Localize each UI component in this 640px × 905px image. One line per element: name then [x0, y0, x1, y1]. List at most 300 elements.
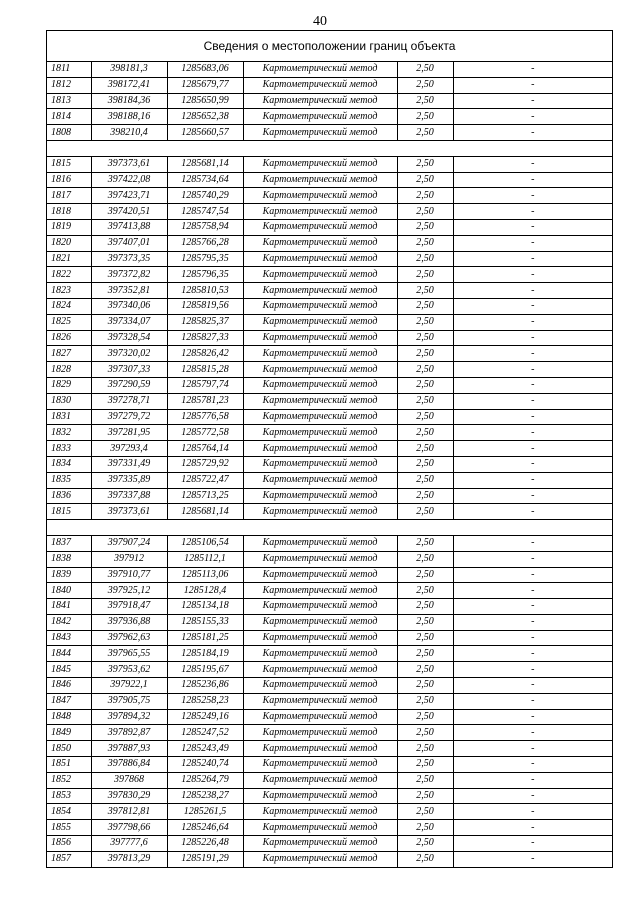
table-row [47, 725, 612, 741]
method-cell: Картометрический метод [243, 109, 397, 125]
description-cell: - [453, 109, 612, 125]
y-coordinate-cell: 1285246,64 [167, 820, 243, 836]
x-coordinate-cell: 397334,07 [91, 314, 167, 330]
method-cell: Картометрический метод [243, 425, 397, 441]
method-cell: Картометрический метод [243, 93, 397, 109]
table-row [47, 188, 612, 204]
y-coordinate-cell: 1285740,29 [167, 188, 243, 204]
description-cell: - [453, 614, 612, 630]
x-coordinate-cell: 397407,01 [91, 235, 167, 251]
table-row [47, 393, 612, 409]
method-cell: Картометрический метод [243, 314, 397, 330]
x-coordinate-cell: 397420,51 [91, 204, 167, 220]
point-number-cell: 1833 [47, 441, 91, 457]
precision-cell: 2,50 [397, 472, 453, 488]
table-row [47, 678, 612, 694]
point-number-cell: 1821 [47, 251, 91, 267]
y-coordinate-cell: 1285681,14 [167, 504, 243, 520]
point-number-cell: 1838 [47, 551, 91, 567]
y-coordinate-cell: 1285781,23 [167, 393, 243, 409]
point-number-cell: 1834 [47, 456, 91, 472]
method-cell: Картометрический метод [243, 709, 397, 725]
precision-cell: 2,50 [397, 614, 453, 630]
precision-cell: 2,50 [397, 630, 453, 646]
description-cell: - [453, 472, 612, 488]
precision-cell: 2,50 [397, 488, 453, 504]
table-row [47, 535, 612, 551]
table-row [47, 472, 612, 488]
x-coordinate-cell: 397372,82 [91, 267, 167, 283]
method-cell: Картометрический метод [243, 804, 397, 820]
description-cell: - [453, 741, 612, 757]
table-row [47, 93, 612, 109]
method-cell: Картометрический метод [243, 488, 397, 504]
precision-cell: 2,50 [397, 93, 453, 109]
table-row [47, 693, 612, 709]
point-number-cell: 1827 [47, 346, 91, 362]
y-coordinate-cell: 1285155,33 [167, 614, 243, 630]
method-cell: Картометрический метод [243, 788, 397, 804]
x-coordinate-cell: 397910,77 [91, 567, 167, 583]
description-cell: - [453, 62, 612, 77]
precision-cell: 2,50 [397, 156, 453, 172]
method-cell: Картометрический метод [243, 599, 397, 615]
description-cell: - [453, 836, 612, 852]
precision-cell: 2,50 [397, 267, 453, 283]
coordinates-table [47, 62, 612, 867]
y-coordinate-cell: 1285191,29 [167, 851, 243, 866]
x-coordinate-cell: 397290,59 [91, 377, 167, 393]
description-cell: - [453, 441, 612, 457]
point-number-cell: 1818 [47, 204, 91, 220]
description-cell: - [453, 425, 612, 441]
point-number-cell: 1813 [47, 93, 91, 109]
description-cell: - [453, 125, 612, 141]
table-row [47, 409, 612, 425]
table-row [47, 156, 612, 172]
y-coordinate-cell: 1285758,94 [167, 219, 243, 235]
y-coordinate-cell: 1285261,5 [167, 804, 243, 820]
x-coordinate-cell: 397922,1 [91, 678, 167, 694]
method-cell: Картометрический метод [243, 172, 397, 188]
description-cell: - [453, 235, 612, 251]
point-number-cell: 1826 [47, 330, 91, 346]
y-coordinate-cell: 1285713,25 [167, 488, 243, 504]
precision-cell: 2,50 [397, 346, 453, 362]
y-coordinate-cell: 1285238,27 [167, 788, 243, 804]
y-coordinate-cell: 1285810,53 [167, 283, 243, 299]
table-row [47, 583, 612, 599]
x-coordinate-cell: 397352,81 [91, 283, 167, 299]
description-cell: - [453, 804, 612, 820]
method-cell: Картометрический метод [243, 741, 397, 757]
description-cell: - [453, 156, 612, 172]
table-row [47, 109, 612, 125]
point-number-cell: 1844 [47, 646, 91, 662]
table-row [47, 456, 612, 472]
method-cell: Картометрический метод [243, 678, 397, 694]
precision-cell: 2,50 [397, 219, 453, 235]
method-cell: Картометрический метод [243, 646, 397, 662]
precision-cell: 2,50 [397, 235, 453, 251]
point-number-cell: 1857 [47, 851, 91, 866]
precision-cell: 2,50 [397, 441, 453, 457]
precision-cell: 2,50 [397, 788, 453, 804]
y-coordinate-cell: 1285819,56 [167, 298, 243, 314]
table-row [47, 330, 612, 346]
point-number-cell: 1825 [47, 314, 91, 330]
y-coordinate-cell: 1285249,16 [167, 709, 243, 725]
method-cell: Картометрический метод [243, 377, 397, 393]
precision-cell: 2,50 [397, 204, 453, 220]
x-coordinate-cell: 397912 [91, 551, 167, 567]
description-cell: - [453, 772, 612, 788]
precision-cell: 2,50 [397, 757, 453, 773]
description-cell: - [453, 188, 612, 204]
description-cell: - [453, 298, 612, 314]
precision-cell: 2,50 [397, 741, 453, 757]
description-cell: - [453, 757, 612, 773]
table-row [47, 709, 612, 725]
table-row [47, 235, 612, 251]
x-coordinate-cell: 397887,93 [91, 741, 167, 757]
table-body [47, 62, 612, 867]
x-coordinate-cell: 397278,71 [91, 393, 167, 409]
y-coordinate-cell: 1285776,58 [167, 409, 243, 425]
table-row [47, 757, 612, 773]
y-coordinate-cell: 1285729,92 [167, 456, 243, 472]
point-number-cell: 1842 [47, 614, 91, 630]
y-coordinate-cell: 1285797,74 [167, 377, 243, 393]
precision-cell: 2,50 [397, 425, 453, 441]
table-row [47, 772, 612, 788]
description-cell: - [453, 314, 612, 330]
group-separator-cell [47, 140, 612, 156]
point-number-cell: 1849 [47, 725, 91, 741]
precision-cell: 2,50 [397, 283, 453, 299]
point-number-cell: 1820 [47, 235, 91, 251]
precision-cell: 2,50 [397, 172, 453, 188]
point-number-cell: 1830 [47, 393, 91, 409]
table-heading: Сведения о местоположении границ объекта [47, 31, 612, 62]
precision-cell: 2,50 [397, 709, 453, 725]
point-number-cell: 1815 [47, 156, 91, 172]
table-row [47, 267, 612, 283]
point-number-cell: 1856 [47, 836, 91, 852]
x-coordinate-cell: 397925,12 [91, 583, 167, 599]
method-cell: Картометрический метод [243, 772, 397, 788]
precision-cell: 2,50 [397, 599, 453, 615]
point-number-cell: 1814 [47, 109, 91, 125]
description-cell: - [453, 646, 612, 662]
x-coordinate-cell: 397918,47 [91, 599, 167, 615]
group-separator-cell [47, 520, 612, 536]
precision-cell: 2,50 [397, 725, 453, 741]
point-number-cell: 1835 [47, 472, 91, 488]
point-number-cell: 1841 [47, 599, 91, 615]
y-coordinate-cell: 1285827,33 [167, 330, 243, 346]
point-number-cell: 1845 [47, 662, 91, 678]
table-row [47, 125, 612, 141]
method-cell: Картометрический метод [243, 504, 397, 520]
boundary-table [46, 30, 613, 868]
point-number-cell: 1840 [47, 583, 91, 599]
precision-cell: 2,50 [397, 409, 453, 425]
x-coordinate-cell: 397335,89 [91, 472, 167, 488]
description-cell: - [453, 504, 612, 520]
method-cell: Картометрический метод [243, 204, 397, 220]
table-row [47, 77, 612, 93]
description-cell: - [453, 93, 612, 109]
method-cell: Картометрический метод [243, 535, 397, 551]
x-coordinate-cell: 397813,29 [91, 851, 167, 866]
description-cell: - [453, 251, 612, 267]
table-row [47, 425, 612, 441]
precision-cell: 2,50 [397, 377, 453, 393]
y-coordinate-cell: 1285134,18 [167, 599, 243, 615]
point-number-cell: 1816 [47, 172, 91, 188]
precision-cell: 2,50 [397, 330, 453, 346]
y-coordinate-cell: 1285681,14 [167, 156, 243, 172]
x-coordinate-cell: 397936,88 [91, 614, 167, 630]
y-coordinate-cell: 1285243,49 [167, 741, 243, 757]
method-cell: Картометрический метод [243, 330, 397, 346]
x-coordinate-cell: 397373,35 [91, 251, 167, 267]
description-cell: - [453, 393, 612, 409]
table-row [47, 314, 612, 330]
precision-cell: 2,50 [397, 456, 453, 472]
x-coordinate-cell: 397886,84 [91, 757, 167, 773]
y-coordinate-cell: 1285795,35 [167, 251, 243, 267]
y-coordinate-cell: 1285240,74 [167, 757, 243, 773]
description-cell: - [453, 409, 612, 425]
precision-cell: 2,50 [397, 551, 453, 567]
precision-cell: 2,50 [397, 298, 453, 314]
point-number-cell: 1811 [47, 62, 91, 77]
precision-cell: 2,50 [397, 772, 453, 788]
y-coordinate-cell: 1285236,86 [167, 678, 243, 694]
point-number-cell: 1817 [47, 188, 91, 204]
x-coordinate-cell: 397331,49 [91, 456, 167, 472]
precision-cell: 2,50 [397, 125, 453, 141]
y-coordinate-cell: 1285258,23 [167, 693, 243, 709]
y-coordinate-cell: 1285660,57 [167, 125, 243, 141]
point-number-cell: 1812 [47, 77, 91, 93]
y-coordinate-cell: 1285247,52 [167, 725, 243, 741]
description-cell: - [453, 820, 612, 836]
y-coordinate-cell: 1285652,38 [167, 109, 243, 125]
precision-cell: 2,50 [397, 314, 453, 330]
point-number-cell: 1851 [47, 757, 91, 773]
point-number-cell: 1831 [47, 409, 91, 425]
method-cell: Картометрический метод [243, 693, 397, 709]
point-number-cell: 1836 [47, 488, 91, 504]
table-row [47, 836, 612, 852]
precision-cell: 2,50 [397, 109, 453, 125]
method-cell: Картометрический метод [243, 219, 397, 235]
description-cell: - [453, 551, 612, 567]
x-coordinate-cell: 397337,88 [91, 488, 167, 504]
point-number-cell: 1854 [47, 804, 91, 820]
description-cell: - [453, 693, 612, 709]
description-cell: - [453, 630, 612, 646]
y-coordinate-cell: 1285747,54 [167, 204, 243, 220]
y-coordinate-cell: 1285683,06 [167, 62, 243, 77]
page-number: 40 [313, 14, 327, 29]
description-cell: - [453, 204, 612, 220]
description-cell: - [453, 709, 612, 725]
y-coordinate-cell: 1285195,67 [167, 662, 243, 678]
precision-cell: 2,50 [397, 251, 453, 267]
method-cell: Картометрический метод [243, 346, 397, 362]
method-cell: Картометрический метод [243, 836, 397, 852]
point-number-cell: 1855 [47, 820, 91, 836]
table-row [47, 504, 612, 520]
y-coordinate-cell: 1285112,1 [167, 551, 243, 567]
point-number-cell: 1828 [47, 362, 91, 378]
description-cell: - [453, 567, 612, 583]
x-coordinate-cell: 397373,61 [91, 156, 167, 172]
x-coordinate-cell: 397892,87 [91, 725, 167, 741]
x-coordinate-cell: 397328,54 [91, 330, 167, 346]
y-coordinate-cell: 1285106,54 [167, 535, 243, 551]
table-row [47, 630, 612, 646]
x-coordinate-cell: 397777,6 [91, 836, 167, 852]
x-coordinate-cell: 397320,02 [91, 346, 167, 362]
x-coordinate-cell: 397905,75 [91, 693, 167, 709]
point-number-cell: 1822 [47, 267, 91, 283]
y-coordinate-cell: 1285796,35 [167, 267, 243, 283]
y-coordinate-cell: 1285766,28 [167, 235, 243, 251]
method-cell: Картометрический метод [243, 283, 397, 299]
precision-cell: 2,50 [397, 662, 453, 678]
table-row [47, 599, 612, 615]
point-number-cell: 1823 [47, 283, 91, 299]
method-cell: Картометрический метод [243, 456, 397, 472]
description-cell: - [453, 535, 612, 551]
method-cell: Картометрический метод [243, 393, 397, 409]
point-number-cell: 1815 [47, 504, 91, 520]
table-row [47, 362, 612, 378]
x-coordinate-cell: 397413,88 [91, 219, 167, 235]
table-row [47, 283, 612, 299]
precision-cell: 2,50 [397, 804, 453, 820]
description-cell: - [453, 662, 612, 678]
point-number-cell: 1852 [47, 772, 91, 788]
description-cell: - [453, 678, 612, 694]
x-coordinate-cell: 397907,24 [91, 535, 167, 551]
y-coordinate-cell: 1285679,77 [167, 77, 243, 93]
description-cell: - [453, 788, 612, 804]
y-coordinate-cell: 1285264,79 [167, 772, 243, 788]
table-row [47, 251, 612, 267]
point-number-cell: 1848 [47, 709, 91, 725]
point-number-cell: 1843 [47, 630, 91, 646]
description-cell: - [453, 488, 612, 504]
table-row [47, 488, 612, 504]
point-number-cell: 1832 [47, 425, 91, 441]
table-row [47, 804, 612, 820]
y-coordinate-cell: 1285722,47 [167, 472, 243, 488]
precision-cell: 2,50 [397, 567, 453, 583]
x-coordinate-cell: 397830,29 [91, 788, 167, 804]
precision-cell: 2,50 [397, 188, 453, 204]
method-cell: Картометрический метод [243, 267, 397, 283]
y-coordinate-cell: 1285184,19 [167, 646, 243, 662]
group-separator-row [47, 140, 612, 156]
method-cell: Картометрический метод [243, 472, 397, 488]
precision-cell: 2,50 [397, 693, 453, 709]
x-coordinate-cell: 397340,06 [91, 298, 167, 314]
y-coordinate-cell: 1285825,37 [167, 314, 243, 330]
y-coordinate-cell: 1285226,48 [167, 836, 243, 852]
x-coordinate-cell: 397307,33 [91, 362, 167, 378]
description-cell: - [453, 330, 612, 346]
precision-cell: 2,50 [397, 646, 453, 662]
description-cell: - [453, 456, 612, 472]
method-cell: Картометрический метод [243, 820, 397, 836]
table-row [47, 614, 612, 630]
precision-cell: 2,50 [397, 535, 453, 551]
y-coordinate-cell: 1285815,28 [167, 362, 243, 378]
table-row [47, 204, 612, 220]
table-row [47, 662, 612, 678]
y-coordinate-cell: 1285113,06 [167, 567, 243, 583]
table-row [47, 219, 612, 235]
precision-cell: 2,50 [397, 77, 453, 93]
description-cell: - [453, 725, 612, 741]
description-cell: - [453, 377, 612, 393]
method-cell: Картометрический метод [243, 757, 397, 773]
point-number-cell: 1846 [47, 678, 91, 694]
table-row [47, 646, 612, 662]
x-coordinate-cell: 397279,72 [91, 409, 167, 425]
table-row [47, 441, 612, 457]
point-number-cell: 1808 [47, 125, 91, 141]
point-number-cell: 1853 [47, 788, 91, 804]
point-number-cell: 1839 [47, 567, 91, 583]
description-cell: - [453, 583, 612, 599]
point-number-cell: 1847 [47, 693, 91, 709]
table-row [47, 851, 612, 866]
x-coordinate-cell: 398210,4 [91, 125, 167, 141]
description-cell: - [453, 283, 612, 299]
y-coordinate-cell: 1285826,42 [167, 346, 243, 362]
point-number-cell: 1850 [47, 741, 91, 757]
method-cell: Картометрический метод [243, 630, 397, 646]
table-row [47, 62, 612, 77]
precision-cell: 2,50 [397, 851, 453, 866]
precision-cell: 2,50 [397, 504, 453, 520]
precision-cell: 2,50 [397, 393, 453, 409]
table-row [47, 820, 612, 836]
method-cell: Картометрический метод [243, 583, 397, 599]
y-coordinate-cell: 1285128,4 [167, 583, 243, 599]
y-coordinate-cell: 1285650,99 [167, 93, 243, 109]
method-cell: Картометрический метод [243, 614, 397, 630]
table-row [47, 788, 612, 804]
x-coordinate-cell: 397868 [91, 772, 167, 788]
x-coordinate-cell: 397373,61 [91, 504, 167, 520]
description-cell: - [453, 267, 612, 283]
x-coordinate-cell: 397953,62 [91, 662, 167, 678]
x-coordinate-cell: 397281,95 [91, 425, 167, 441]
x-coordinate-cell: 398172,41 [91, 77, 167, 93]
point-number-cell: 1819 [47, 219, 91, 235]
table-row [47, 377, 612, 393]
x-coordinate-cell: 397962,63 [91, 630, 167, 646]
y-coordinate-cell: 1285772,58 [167, 425, 243, 441]
